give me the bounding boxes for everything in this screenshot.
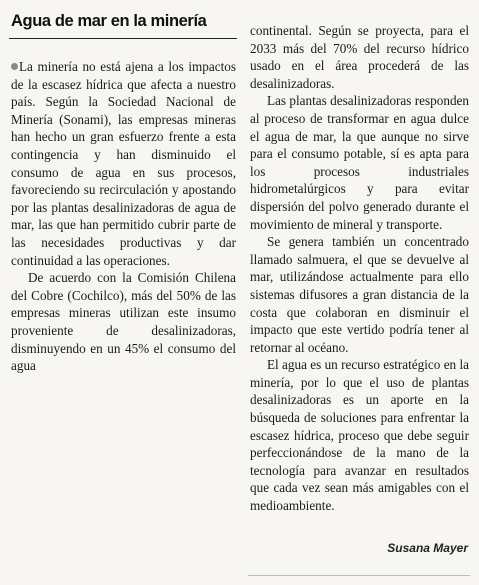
article-headline: Agua de mar en la minería: [11, 12, 207, 30]
article-paragraph-1: [11, 58, 236, 269]
article-paragraph-2: De acuerdo con la Comisión Chilena del Cobre (Cochilco), más del 50% de las empresas mineras utilizan este insumo proveniente de desalinizadoras, disminuyendo en un 45% el consumo del agua: [11, 270, 236, 374]
paragraph-1-text: La minería no está ajena a los impactos de la escasez hídrica que afecta a nuestro país. Según la Sociedad Nacional de Minería (Sonami), las empresas mineras han hecho un gran esfuerzo frente a esta contingencia y han disminuido el consumo de agua en sus procesos, favoreciendo su recirculación y apostando por las plantas desalinizadoras de agua de mar, las que han permitido cubrir parte de las necesidades productivas y dar continuidad a las operaciones.: [11, 59, 236, 268]
bullet-icon: [11, 63, 18, 70]
footer-rule: [248, 575, 470, 576]
article-column-right: [250, 22, 469, 515]
article-paragraph-5: Se genera también un concentrado llamado salmuera, el que se devuelve al mar, utilizándose actualmente para ello sistemas difusores a gran distancia de la costa que colaboran en disminuir el impacto que este vertido podría tener al retornar al océano.: [250, 234, 469, 355]
article-paragraph-4: Las plantas desalinizadoras responden al proceso de transformar en agua dulce el agua de mar, la que aunque no sirve para el consumo potable, sí es apta para los procesos industriales hidrometalúrgicos y para evitar dispersión del polvo generado durante el movimiento de mineral y transporte.: [250, 93, 469, 232]
headline-rule: [9, 38, 237, 39]
article-byline: Susana Mayer: [387, 541, 468, 555]
article-column-left: [11, 58, 236, 375]
article-paragraph-6: El agua es un recurso estratégico en la minería, por lo que el uso de plantas desalinizadoras es un aporte en la búsqueda de soluciones para enfrentar la escasez hídrica, proceso que debe seguir perfeccionándose de la mano de la tecnología para avanzar en resultados que cada vez sean más amigables con el medioambiente.: [250, 357, 469, 514]
article-paragraph-3: continental. Según se proyecta, para el 2033 más del 70% del recurso hídrico usado en el área procederá de las desalinizadoras.: [250, 23, 469, 91]
